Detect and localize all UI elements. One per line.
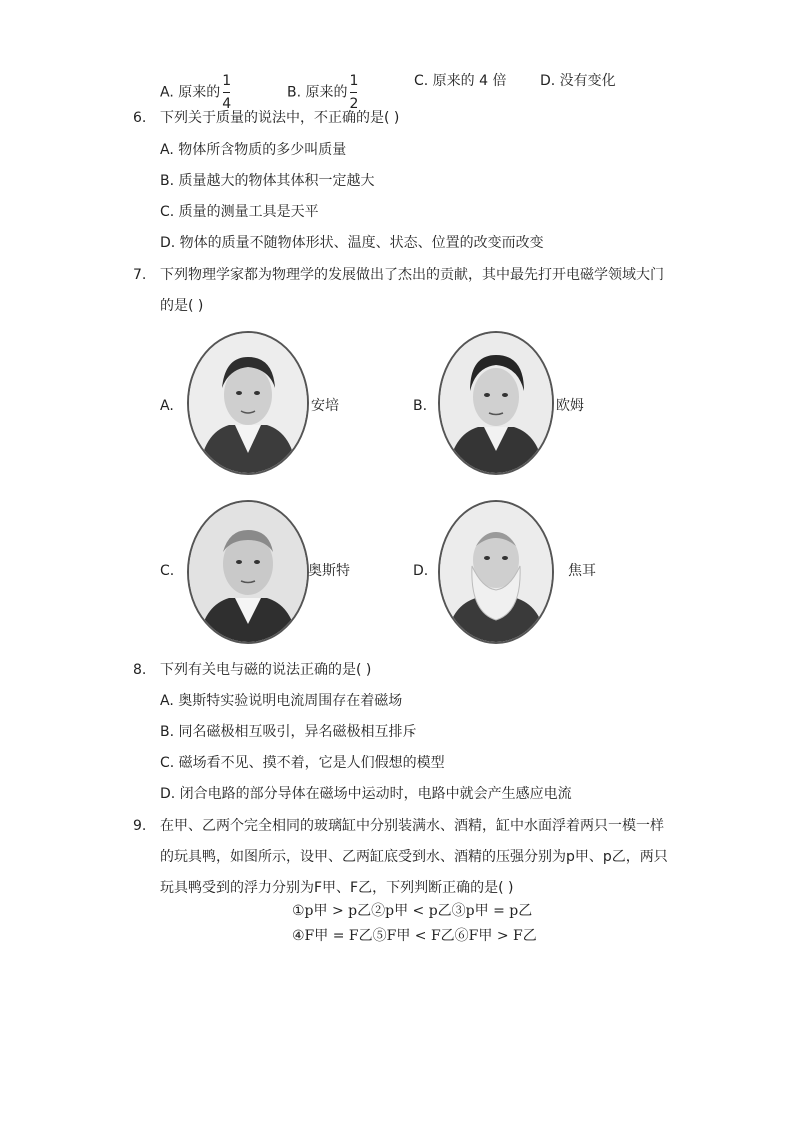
question-number: 8.	[133, 662, 147, 678]
fraction: $\frac{1}{4}$	[222, 73, 232, 112]
q7-choice-d-name: 焦耳	[568, 563, 596, 579]
q9-stem-line3: 玩具鸭受到的浮力分别为F甲、F乙，下列判断正确的是( )	[160, 880, 514, 896]
question-number: 6.	[133, 110, 147, 126]
q6-option-d: D. 物体的质量不随物体形状、温度、状态、位置的改变而改变	[160, 235, 544, 251]
q6-option-c: C. 质量的测量工具是天平	[160, 204, 319, 220]
q5-option-a: A. 原来的 $\frac{1}{4}$	[160, 73, 232, 112]
q7-choice-c-name: 奥斯特	[308, 563, 350, 579]
q6-option-a: A. 物体所含物质的多少叫质量	[160, 142, 347, 158]
q7-choice-a-name: 安培	[311, 398, 339, 414]
question-number: 9.	[133, 818, 147, 834]
q7-choice-d-letter: D.	[413, 563, 429, 579]
portrait-oersted	[187, 500, 309, 644]
q7-choice-c-letter: C.	[160, 563, 175, 579]
q6-stem: 下列关于质量的说法中，不正确的是( )	[160, 110, 400, 126]
q7-choice-a-letter: A.	[160, 398, 174, 414]
question-number: 7.	[133, 267, 147, 283]
fraction: $\frac{1}{2}$	[349, 73, 359, 112]
q7-choice-b-name: 欧姆	[556, 398, 584, 414]
q6-option-b: B. 质量越大的物体其体积一定越大	[160, 173, 375, 189]
q9-formula-pressure: ①p甲 > p乙②p甲 < p乙③p甲 = p乙	[292, 903, 533, 919]
portrait-ohm	[438, 331, 554, 475]
q9-stem-line1: 在甲、乙两个完全相同的玻璃缸中分别装满水、酒精，缸中水面浮着两只一模一样	[160, 818, 664, 834]
q8-option-d: D. 闭合电路的部分导体在磁场中运动时，电路中就会产生感应电流	[160, 786, 572, 802]
q7-stem-line1: 下列物理学家都为物理学的发展做出了杰出的贡献，其中最先打开电磁学领域大门	[160, 267, 664, 283]
q7-choice-b-letter: B.	[413, 398, 428, 414]
q9-formula-buoyancy: ④F甲 = F乙⑤F甲 < F乙⑥F甲 > F乙	[292, 928, 537, 944]
portrait-joule	[438, 500, 554, 644]
q5-option-b: B. 原来的 $\frac{1}{2}$	[287, 73, 359, 112]
q5-option-c: C. 原来的 4 倍	[414, 73, 507, 89]
q9-stem-line2: 的玩具鸭，如图所示，设甲、乙两缸底受到水、酒精的压强分别为p甲、p乙，两只	[160, 849, 668, 865]
q7-stem-line2: 的是( )	[160, 298, 204, 314]
q8-option-b: B. 同名磁极相互吸引，异名磁极相互排斥	[160, 724, 417, 740]
q5-option-d: D. 没有变化	[540, 73, 616, 89]
q8-stem: 下列有关电与磁的说法正确的是( )	[160, 662, 372, 678]
q8-option-a: A. 奥斯特实验说明电流周围存在着磁场	[160, 693, 403, 709]
q8-option-c: C. 磁场看不见、摸不着，它是人们假想的模型	[160, 755, 445, 771]
portrait-ampere	[187, 331, 309, 475]
